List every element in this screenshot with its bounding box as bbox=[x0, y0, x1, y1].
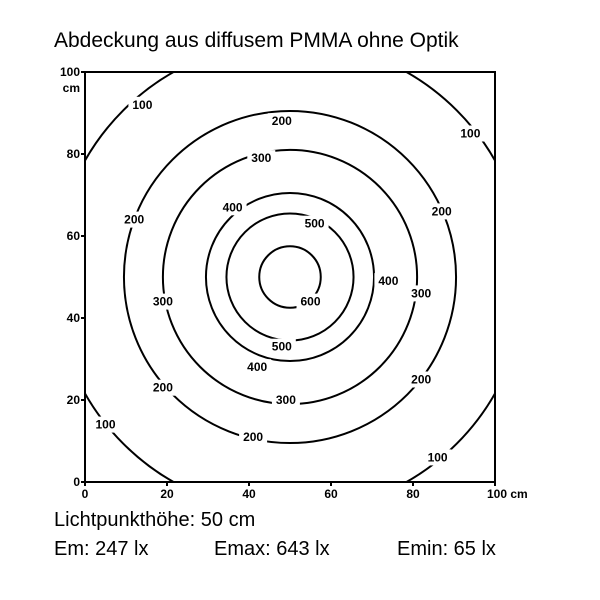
y-tick-label: 40 bbox=[66, 311, 80, 325]
contour-label-300: 300 bbox=[251, 151, 272, 166]
contour-label-300: 300 bbox=[411, 286, 432, 301]
x-tick-label: 0 bbox=[81, 487, 89, 501]
chart-title: Abdeckung aus diffusem PMMA ohne Optik bbox=[54, 29, 459, 52]
x-tick-label: 40 bbox=[242, 487, 256, 501]
contour-label-400: 400 bbox=[378, 274, 399, 289]
y-tick-label: 80 bbox=[66, 147, 80, 161]
contour-lines bbox=[54, 41, 526, 513]
contour-label-200: 200 bbox=[411, 372, 432, 387]
plot-frame bbox=[85, 72, 495, 482]
contour-label-500: 500 bbox=[271, 339, 292, 354]
contour-400 bbox=[206, 193, 374, 361]
y-tick-label: 100 bbox=[59, 65, 80, 79]
contour-label-400: 400 bbox=[222, 200, 243, 215]
contour-label-200: 200 bbox=[243, 429, 264, 444]
min-illuminance: Emin: 65 lx bbox=[397, 538, 496, 560]
x-tick-label: 100 cm bbox=[487, 487, 528, 501]
y-tick-label: 20 bbox=[66, 393, 80, 407]
average-illuminance: Em: 247 lx bbox=[54, 538, 149, 560]
mounting-height-text: Lichtpunkthöhe: 50 cm bbox=[54, 509, 256, 531]
contour-label-100: 100 bbox=[132, 97, 153, 112]
y-tick-label: 0 bbox=[73, 475, 80, 489]
contour-label-500: 500 bbox=[304, 216, 325, 231]
y-tick-label: 60 bbox=[66, 229, 80, 243]
contour-label-600: 600 bbox=[300, 294, 321, 309]
x-tick-label: 60 bbox=[324, 487, 338, 501]
x-tick-label: 20 bbox=[160, 487, 174, 501]
contour-label-100: 100 bbox=[95, 417, 116, 432]
max-illuminance: Emax: 643 lx bbox=[214, 538, 330, 560]
contour-label-100: 100 bbox=[460, 126, 481, 141]
contour-label-300: 300 bbox=[152, 294, 173, 309]
contour-label-200: 200 bbox=[271, 114, 292, 129]
contour-label-300: 300 bbox=[275, 393, 296, 407]
contour-label-400: 400 bbox=[247, 360, 268, 375]
x-tick-label: 80 bbox=[406, 487, 420, 501]
contour-100 bbox=[54, 41, 526, 513]
contour-labels bbox=[92, 97, 485, 466]
contour-label-200: 200 bbox=[152, 380, 173, 395]
contour-label-100: 100 bbox=[427, 450, 448, 465]
contour-label-200: 200 bbox=[431, 204, 452, 219]
y-axis-unit-label: cm bbox=[62, 81, 80, 95]
contour-500 bbox=[226, 213, 353, 340]
contour-label-200: 200 bbox=[124, 212, 145, 227]
